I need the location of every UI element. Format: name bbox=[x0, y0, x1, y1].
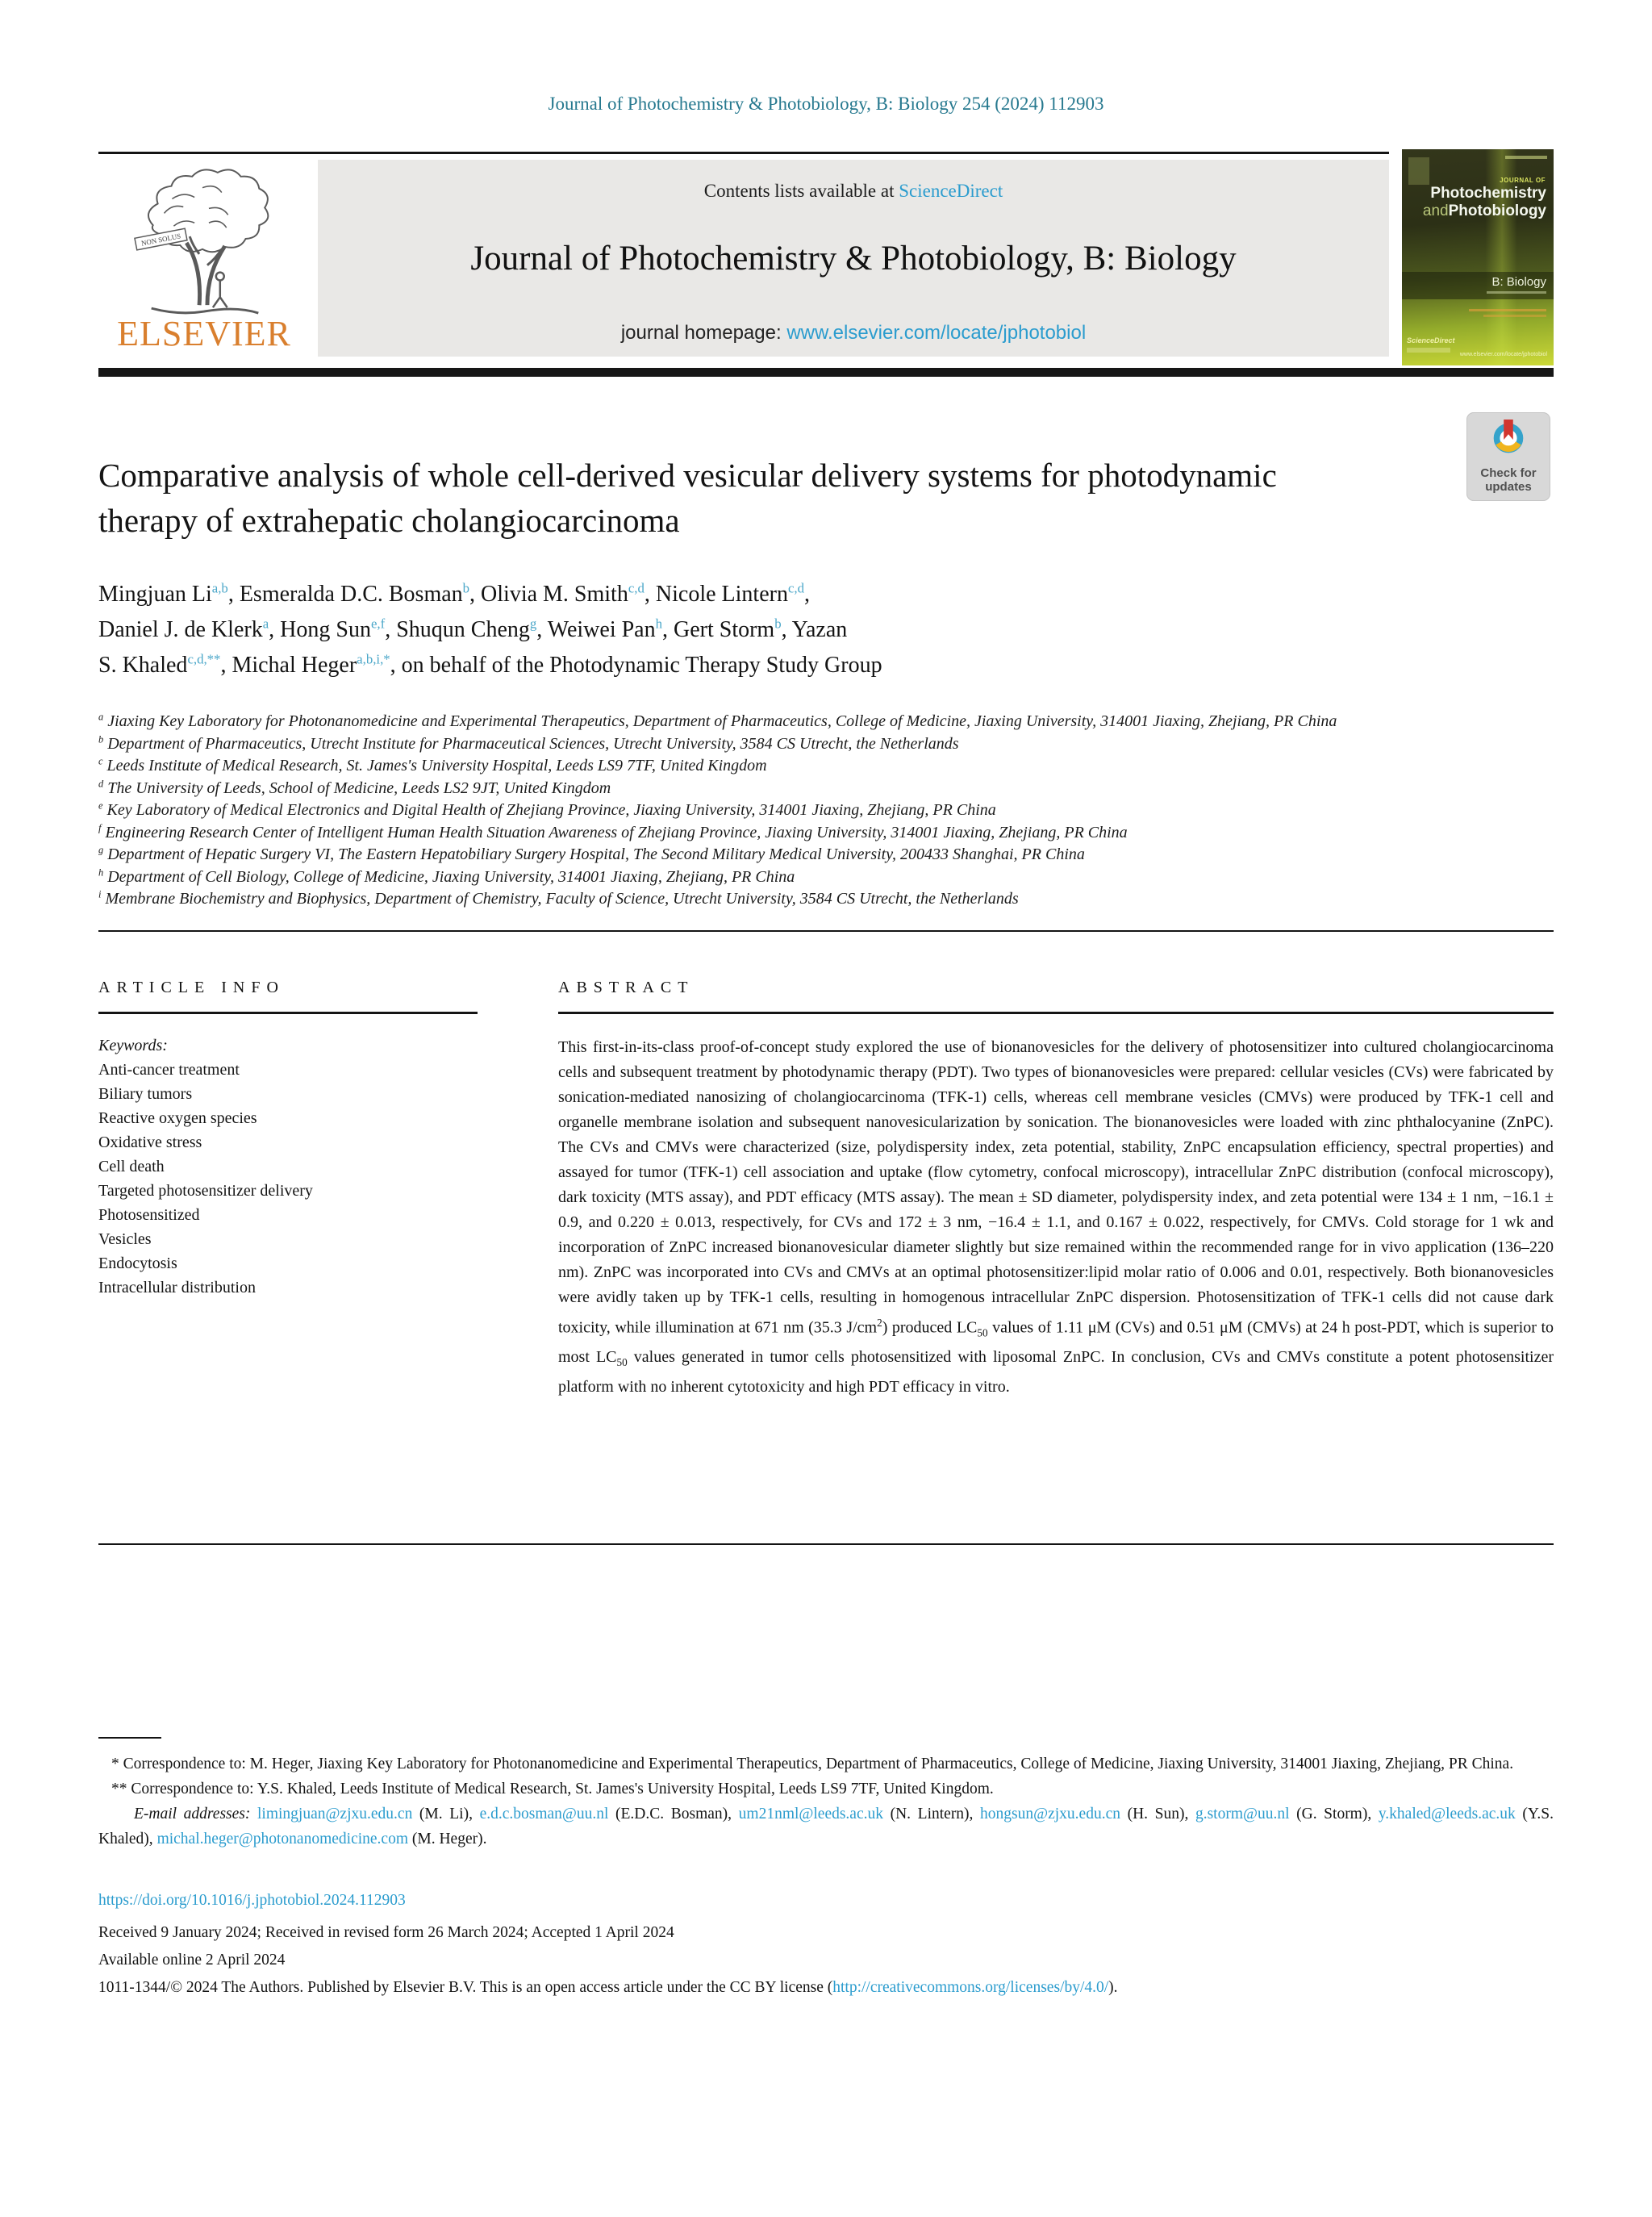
keyword-item: Targeted photosensitizer delivery bbox=[98, 1181, 313, 1200]
email-link[interactable]: limingjuan@zjxu.edu.cn bbox=[257, 1805, 413, 1822]
author-affiliation-marks: a,b,i,* bbox=[357, 651, 390, 667]
affiliation-text: Key Laboratory of Medical Electronics and Digital Health of Zhejiang Province, Jiaxing University, 314001 Jiaxing, Zhejiang, PR China bbox=[102, 801, 996, 819]
affiliation-text: Jiaxing Key Laboratory for Photonanomedicine and Experimental Therapeutics, Department of Pharmaceutics, College of Medicine, Jiaxing University, 314001 Jiaxing, Zhejiang, PR China bbox=[103, 712, 1337, 730]
cover-url: www.elsevier.com/locate/jphotobiol bbox=[1459, 352, 1547, 357]
abstract-superscript: 2 bbox=[877, 1316, 882, 1329]
email-link[interactable]: e.d.c.bosman@uu.nl bbox=[479, 1805, 609, 1822]
author-affiliation-marks: e,f bbox=[370, 616, 386, 632]
affiliation-text: Membrane Biochemistry and Biophysics, Department of Chemistry, Faculty of Science, Utrecht University, 3584 CS Utrecht, the Netherlands bbox=[101, 890, 1019, 908]
affiliation-text: Department of Cell Biology, College of Medicine, Jiaxing University, 314001 Jiaxing, Zhejiang, PR China bbox=[103, 867, 795, 886]
email-link[interactable]: y.khaled@leeds.ac.uk bbox=[1378, 1805, 1516, 1822]
email-name: (M. Li), bbox=[412, 1805, 480, 1822]
abstract-text-segment: This first-in-its-class proof-of-concept study explored the use of bionanovesicles for the delivery of photosensitizer into cultured cholangiocarcinoma cells and subsequent treatment by photodynamic therapy (PDT). Two types of bionanovesicles were prepared: cellular vesicles (CVs) were fabricated by sonication-mediated nanosizing of cholangiocarcinoma (TFK-1) cells, whereas cell membrane vesicles (CMVs) were produced by TFK-1 cell and organelle membrane isolation and subsequent nanovesicularization by sonication. The bionanovesicles were loaded with zinc phthalocyanine (ZnPC). The CVs and CMVs were characterized (size, polydispersity index, zeta potential, stability, ZnPC encapsulation efficiency, spectral properties) and assayed for tumor (TFK-1) cell association and uptake (flow cytometry, confocal microscopy), intracellular ZnPC distribution (confocal microscopy), dark toxicity (MTS assay), and PDT efficacy (MTS assay). The mean ± SD diameter, polydispersity index, and zeta potential were 134 ± 1 nm, −16.1 ± 0.9, and 0.220 ± 0.013, respectively, for CVs and 172 ± 3 nm, −16.4 ± 1.1, and 0.167 ± 0.022, respectively, for CMVs. Cold storage for 1 wk and incorporation of ZnPC increased bionanovesicular diameter slightly but size remained within the recommended range for in vivo application (136–220 nm). ZnPC was incorporated into CVs and CMVs at an optimal photosensitizer:lipid molar ratio of 0.006 and 0.01, respectively. Both bionanovesicles were avidly taken up by TFK-1 cells, resulting in homogenous intracellular ZnPC dispersion. Photosensitization of TFK-1 cells did not cause dark toxicity, while illumination at 671 nm (35.3 J/cm bbox=[558, 1038, 1554, 1337]
keyword-item: Photosensitized bbox=[98, 1205, 200, 1224]
affiliation-text: Leeds Institute of Medical Research, St. James's University Hospital, Leeds LS9 7TF, United Kingdom bbox=[102, 757, 767, 774]
cover-title-line1: Photochemistry bbox=[1430, 185, 1546, 202]
abstract-subscript: 50 bbox=[616, 1356, 628, 1369]
email-list bbox=[98, 1806, 1554, 1848]
email-link[interactable]: hongsun@zjxu.edu.cn bbox=[980, 1805, 1120, 1822]
author-name: , Hong Sun bbox=[269, 617, 371, 642]
journal-title: Journal of Photochemistry & Photobiology, B: Biology bbox=[470, 240, 1237, 278]
author-name: Daniel J. de Klerk bbox=[98, 617, 263, 642]
contents-prefix: Contents lists available at bbox=[703, 181, 899, 201]
article-footer-meta bbox=[98, 1887, 1554, 2002]
crossmark-icon bbox=[1487, 419, 1530, 461]
rights-line bbox=[98, 1974, 1554, 2002]
journal-cover-thumbnail bbox=[1402, 149, 1554, 365]
abstract-rule bbox=[558, 1012, 1554, 1014]
keyword-item: Anti-cancer treatment bbox=[98, 1060, 240, 1079]
journal-masthead bbox=[98, 152, 1554, 360]
keyword-item: Endocytosis bbox=[98, 1254, 177, 1272]
abstract-paragraph bbox=[558, 1035, 1554, 1401]
cover-journal-of: JOURNAL OF bbox=[1500, 177, 1546, 184]
cover-issn-placeholder bbox=[1505, 156, 1547, 159]
affiliation-item bbox=[98, 822, 1437, 845]
cover-editors-placeholder bbox=[1469, 309, 1546, 311]
info-abstract-columns bbox=[98, 932, 1554, 1543]
affiliation-text: Engineering Research Center of Intelligent Human Health Situation Awareness of Zhejiang Province, Jiaxing University, 314001 Jiaxing, Zhejiang, PR China bbox=[101, 823, 1128, 841]
author-name: , Nicole Lintern bbox=[644, 582, 788, 607]
affiliation-mark: i bbox=[98, 888, 102, 900]
email-name: (G. Storm), bbox=[1289, 1805, 1379, 1822]
affiliation-mark: c bbox=[98, 755, 103, 767]
article-info-rule bbox=[98, 1012, 478, 1014]
abstract-closing-rule bbox=[98, 1543, 1554, 1545]
check-for-updates-badge[interactable] bbox=[1466, 412, 1550, 501]
cover-title-rest: Photobiology bbox=[1448, 202, 1546, 219]
affiliation-text: Department of Hepatic Surgery VI, The Eastern Hepatobiliary Surgery Hospital, The Second Military Medical University, 200433 Shanghai, PR China bbox=[103, 845, 1085, 863]
author-name: , Shuqun Cheng bbox=[385, 617, 530, 642]
abstract-column bbox=[558, 932, 1554, 1543]
article-info-column bbox=[98, 932, 478, 1543]
author-affiliation-marks: g bbox=[529, 616, 537, 632]
abstract-heading: ABSTRACT bbox=[558, 978, 695, 996]
email-addresses-label: E-mail addresses: bbox=[134, 1805, 251, 1822]
email-name: (M. Heger). bbox=[408, 1830, 487, 1848]
author-name: , Esmeralda D.C. Bosman bbox=[227, 582, 463, 607]
received-line: Received 9 January 2024; Received in revised form 26 March 2024; Accepted 1 April 2024 bbox=[98, 1923, 674, 1941]
author-line bbox=[98, 577, 1308, 612]
email-name: (E.D.C. Bosman), bbox=[608, 1805, 739, 1822]
author-affiliation-marks: b bbox=[774, 616, 782, 632]
check-for-updates-label: Check for updates bbox=[1480, 466, 1537, 494]
abstract-text-segment: values of 1.11 μM (CVs) and 0.51 μM (CMVs) at 24 h post-PDT, which is superior to most LC bbox=[558, 1318, 1554, 1367]
footnote-correspondence-2: ** Correspondence to: Y.S. Khaled, Leeds Institute of Medical Research, St. James's University Hospital, Leeds LS9 7TF, United Kingdom. bbox=[111, 1780, 994, 1797]
email-link[interactable]: g.storm@uu.nl bbox=[1195, 1805, 1290, 1822]
keyword-item: Biliary tumors bbox=[98, 1084, 193, 1103]
cover-sciencedirect: ScienceDirect bbox=[1407, 336, 1455, 344]
rights-prefix: 1011-1344/© 2024 The Authors. Published by Elsevier B.V. This is an open access article under the CC BY license ( bbox=[98, 1978, 833, 1996]
homepage-link[interactable]: www.elsevier.com/locate/jphotobiol bbox=[786, 322, 1087, 344]
author-name: Mingjuan Li bbox=[98, 582, 212, 607]
affiliation-mark: e bbox=[98, 800, 103, 812]
footnotes-section bbox=[98, 1737, 1554, 1852]
author-affiliation-marks: a,b bbox=[211, 580, 228, 596]
cover-title-line2 bbox=[1423, 202, 1546, 220]
keyword-list bbox=[98, 1058, 478, 1300]
author-affiliation-marks: a bbox=[262, 616, 269, 632]
abstract-text-segment: ) produced LC bbox=[882, 1318, 978, 1337]
affiliation-item bbox=[98, 711, 1437, 733]
affiliation-item bbox=[98, 800, 1437, 822]
author-name: , Weiwei Pan bbox=[536, 617, 656, 642]
affiliation-mark: b bbox=[98, 733, 104, 745]
homepage-prefix: journal homepage: bbox=[620, 322, 787, 344]
author-line-end: , Yazan bbox=[781, 617, 848, 642]
author-line bbox=[98, 648, 1308, 683]
masthead-bottom-bar bbox=[98, 368, 1554, 377]
cover-title-and: and bbox=[1422, 202, 1449, 219]
keyword-item: Cell death bbox=[98, 1157, 165, 1175]
rights-suffix: ). bbox=[1108, 1978, 1118, 1996]
author-affiliation-marks: c,d,** bbox=[187, 651, 221, 667]
cover-logo-placeholder bbox=[1408, 157, 1429, 185]
keyword-item: Vesicles bbox=[98, 1230, 152, 1248]
affiliation-item bbox=[98, 888, 1437, 911]
keywords-label: Keywords: bbox=[98, 1036, 168, 1054]
author-name: , Gert Storm bbox=[662, 617, 775, 642]
elsevier-logo[interactable] bbox=[98, 163, 310, 357]
elsevier-tree-icon bbox=[124, 163, 284, 318]
author-name: S. Khaled bbox=[98, 653, 188, 678]
affiliation-item bbox=[98, 866, 1437, 889]
author-name: , Olivia M. Smith bbox=[469, 582, 628, 607]
author-line-end: , bbox=[804, 582, 810, 607]
abstract-subscript: 50 bbox=[977, 1326, 988, 1339]
affiliation-text: The University of Leeds, School of Medicine, Leeds LS2 9JT, United Kingdom bbox=[103, 779, 611, 797]
email-link[interactable]: michal.heger@photonanomedicine.com bbox=[156, 1830, 409, 1848]
author-line bbox=[98, 612, 1308, 648]
elsevier-wordmark: ELSEVIER bbox=[117, 314, 291, 353]
email-name: (Y.S. Khaled), bbox=[98, 1805, 1554, 1848]
author-name: , Michal Heger bbox=[220, 653, 357, 678]
contents-line bbox=[318, 181, 1389, 202]
email-name: (N. Lintern), bbox=[883, 1805, 981, 1822]
email-name: (H. Sun), bbox=[1120, 1805, 1195, 1822]
author-affiliation-marks: c,d bbox=[628, 580, 645, 596]
cover-sciencedirect-placeholder bbox=[1407, 348, 1450, 353]
affiliation-mark: h bbox=[98, 866, 104, 878]
affiliation-mark: a bbox=[98, 711, 104, 723]
author-affiliation-marks: b bbox=[462, 580, 470, 596]
affiliation-item bbox=[98, 733, 1437, 756]
affiliation-list bbox=[98, 711, 1437, 911]
running-head-citation: Journal of Photochemistry & Photobiology, B: Biology 254 (2024) 112903 bbox=[548, 94, 1104, 114]
cover-editors-placeholder2 bbox=[1483, 315, 1546, 317]
article-info-heading: ARTICLE INFO bbox=[98, 978, 285, 996]
author-affiliation-marks: h bbox=[655, 616, 662, 632]
keyword-item: Intracellular distribution bbox=[98, 1278, 256, 1296]
email-link[interactable]: um21nml@leeds.ac.uk bbox=[738, 1805, 883, 1822]
affiliation-item bbox=[98, 844, 1437, 866]
cc-license-link[interactable]: http://creativecommons.org/licenses/by/4.0/ bbox=[832, 1978, 1109, 1996]
footnote-correspondence-1: * Correspondence to: M. Heger, Jiaxing Key Laboratory for Photonanomedicine and Experimental Therapeutics, Department of Pharmaceutics, College of Medicine, Jiaxing University, 314001 Jiaxing, Zhejiang, PR China. bbox=[111, 1755, 1514, 1772]
cover-section-subtitle-placeholder bbox=[1487, 291, 1546, 294]
cover-section-title: B: Biology bbox=[1491, 275, 1546, 289]
keyword-item: Oxidative stress bbox=[98, 1133, 202, 1151]
masthead-top-rule bbox=[98, 152, 1389, 154]
title-section bbox=[98, 377, 1554, 911]
email-addresses-line bbox=[98, 1802, 1554, 1852]
keyword-item: Reactive oxygen species bbox=[98, 1108, 257, 1127]
affiliation-mark: d bbox=[98, 777, 104, 789]
article-title: Comparative analysis of whole cell-derived vesicular delivery systems for photodynamic therapy of extrahepatic cholangiocarcinoma bbox=[98, 457, 1277, 539]
sciencedirect-link[interactable]: ScienceDirect bbox=[899, 181, 1003, 201]
footnote-rule bbox=[98, 1737, 161, 1739]
affiliation-item bbox=[98, 755, 1437, 778]
masthead-panel bbox=[318, 160, 1389, 357]
author-affiliation-marks: c,d bbox=[787, 580, 804, 596]
doi-link[interactable]: https://doi.org/10.1016/j.jphotobiol.2024.112903 bbox=[98, 1891, 406, 1909]
affiliation-mark: g bbox=[98, 844, 104, 856]
affiliation-text: Department of Pharmaceutics, Utrecht Institute for Pharmaceutical Sciences, Utrecht University, 3584 CS Utrecht, the Netherlands bbox=[103, 734, 959, 753]
affiliation-mark: f bbox=[98, 821, 102, 833]
homepage-line bbox=[318, 322, 1389, 344]
non-solus-banner: NON SOLUS bbox=[140, 232, 181, 248]
affiliation-item bbox=[98, 778, 1437, 800]
available-online-line: Available online 2 April 2024 bbox=[98, 1951, 286, 1969]
abstract-text-segment: values generated in tumor cells photosensitized with liposomal ZnPC. In conclusion, CVs and CMVs constitute a potent photosensitizer platform with no inherent cytotoxicity and high PDT efficacy in vitro. bbox=[558, 1348, 1554, 1397]
author-line-end: , on behalf of the Photodynamic Therapy Study Group bbox=[390, 653, 882, 678]
author-list bbox=[98, 577, 1308, 683]
doi-line bbox=[98, 1887, 1554, 1914]
